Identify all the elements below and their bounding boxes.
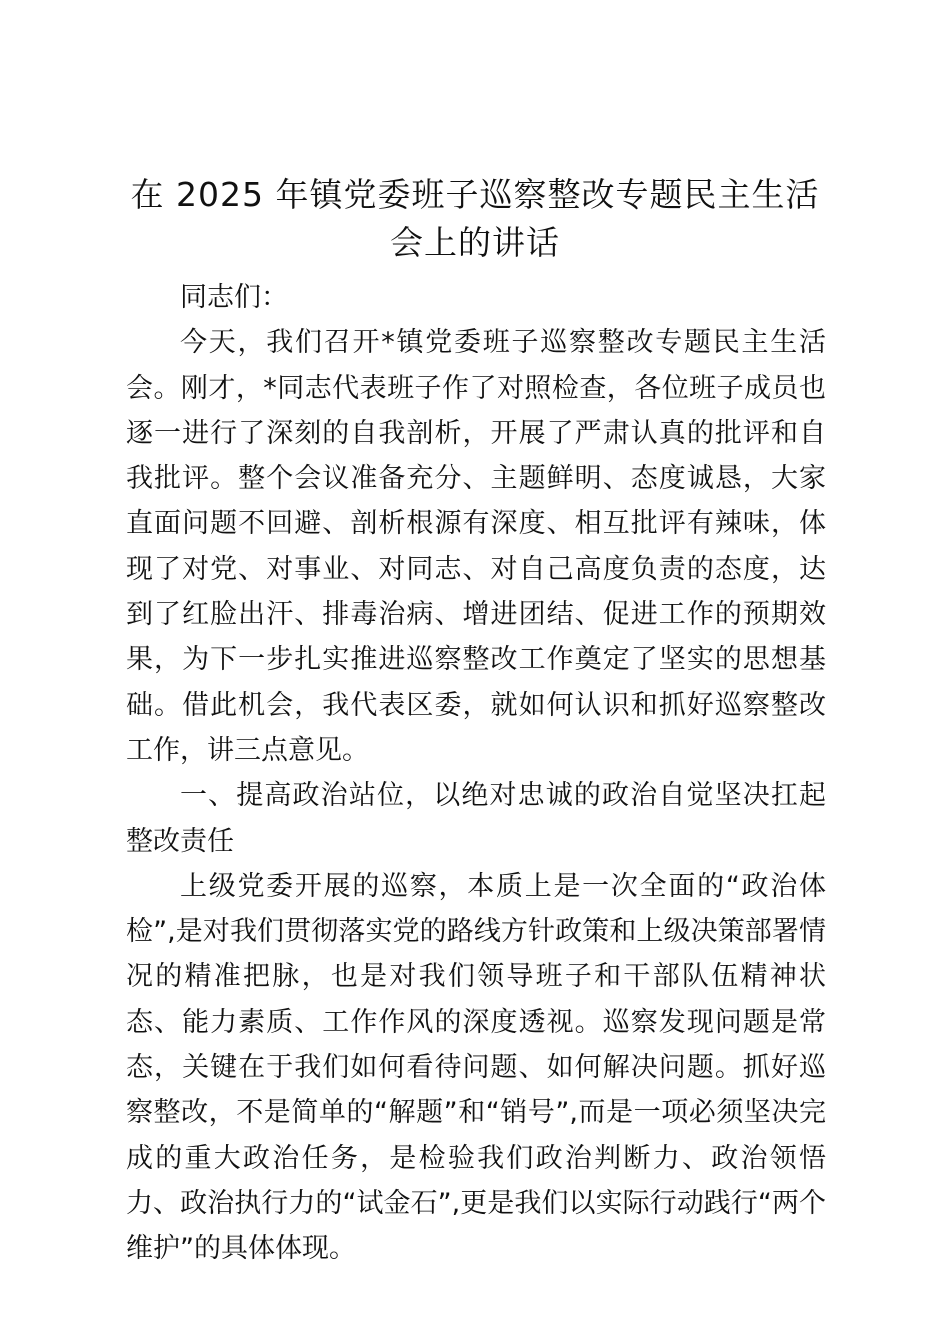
document-body [126, 275, 826, 1272]
document-title: 在 2025 年镇党委班子巡察整改专题民主生活会上的讲话 [130, 175, 820, 262]
salutation: 同志们： [180, 282, 288, 313]
paragraph-section-1: 上级党委开展的巡察，本质上是一次全面的“政治体检”,是对我们贯彻落实党的路线方针政策和上级决策部署情况的精准把脉，也是对我们领导班子和干部队伍精神状态、能力素质、工作作风的深度透视。巡察发现问题是常态，关键在于我们如何看待问题、如何解决问题。抓好巡察整改，不是简单的“解题”和“销号”,而是一项必须坚决完成的重大政治任务，是检验我们政治判断力、政治领悟力、政治执行力的“试金石”,更是我们以实际行动践行“两个维护”的具体体现。 [126, 870, 826, 1265]
paragraph-opening: 今天，我们召开*镇党委班子巡察整改专题民主生活会。刚才，*同志代表班子作了对照检查，各位班子成员也逐一进行了深刻的自我剖析，开展了严肃认真的批评和自我批评。整个会议准备充分、主题鲜明、态度诚恳，大家直面问题不回避、剖析根源有深度、相互批评有辣味，体现了对党、对事业、对同志、对自己高度负责的态度，达到了红脸出汗、排毒治病、增进团结、促进工作的预期效果，为下一步扎实推进巡察整改工作奠定了坚实的思想基础。借此机会，我代表区委，就如何认识和抓好巡察整改工作，讲三点意见。 [126, 327, 826, 766]
section-heading-1: 一、提高政治站位，以绝对忠诚的政治自觉坚决扛起整改责任 [126, 780, 826, 857]
